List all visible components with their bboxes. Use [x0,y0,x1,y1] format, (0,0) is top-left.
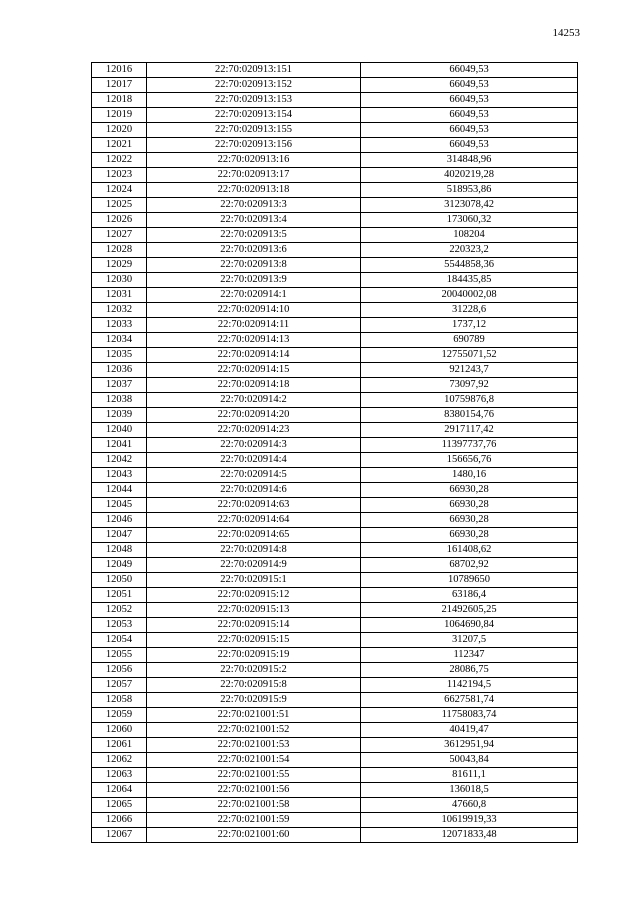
cadastral-value-cell: 31207,5 [361,633,578,648]
cadastral-number-cell: 22:70:020913:9 [147,273,361,288]
table-row [92,798,578,813]
cadastral-number-cell: 22:70:020914:13 [147,333,361,348]
table-row [92,468,578,483]
cadastral-number-cell: 22:70:020914:15 [147,363,361,378]
cadastral-value-cell: 8380154,76 [361,408,578,423]
cadastral-value-cell: 6627581,74 [361,693,578,708]
table-row [92,573,578,588]
cadastral-number-cell: 22:70:020914:4 [147,453,361,468]
cadastral-number-cell: 22:70:020913:155 [147,123,361,138]
cadastral-value-cell: 66049,53 [361,63,578,78]
cadastral-value-cell: 11758083,74 [361,708,578,723]
cadastral-number-cell: 22:70:021001:58 [147,798,361,813]
cadastral-number-cell: 22:70:020914:10 [147,303,361,318]
cadastral-number-cell: 22:70:020913:17 [147,168,361,183]
cadastral-number-cell: 22:70:020913:151 [147,63,361,78]
cadastral-value-cell: 68702,92 [361,558,578,573]
cadastral-value-table [91,62,578,843]
cadastral-value-cell: 10619919,33 [361,813,578,828]
table-row [92,63,578,78]
row-number-cell: 12024 [92,183,147,198]
cadastral-number-cell: 22:70:020913:3 [147,198,361,213]
cadastral-number-cell: 22:70:021001:55 [147,768,361,783]
cadastral-value-cell: 690789 [361,333,578,348]
table-row [92,153,578,168]
row-number-cell: 12046 [92,513,147,528]
cadastral-number-cell: 22:70:020914:8 [147,543,361,558]
row-number-cell: 12016 [92,63,147,78]
cadastral-number-cell: 22:70:020914:14 [147,348,361,363]
cadastral-value-cell: 81611,1 [361,768,578,783]
cadastral-number-cell: 22:70:021001:53 [147,738,361,753]
row-number-cell: 12044 [92,483,147,498]
row-number-cell: 12025 [92,198,147,213]
table-row [92,168,578,183]
table-row [92,303,578,318]
row-number-cell: 12058 [92,693,147,708]
table-row [92,528,578,543]
row-number-cell: 12043 [92,468,147,483]
row-number-cell: 12036 [92,363,147,378]
row-number-cell: 12042 [92,453,147,468]
cadastral-number-cell: 22:70:020913:16 [147,153,361,168]
cadastral-value-cell: 1064690,84 [361,618,578,633]
cadastral-value-cell: 10789650 [361,573,578,588]
cadastral-value-cell: 136018,5 [361,783,578,798]
table-row [92,228,578,243]
row-number-cell: 12052 [92,603,147,618]
table-row [92,663,578,678]
cadastral-number-cell: 22:70:020914:3 [147,438,361,453]
table-row [92,723,578,738]
cadastral-number-cell: 22:70:020914:6 [147,483,361,498]
table-row [92,243,578,258]
row-number-cell: 12030 [92,273,147,288]
row-number-cell: 12038 [92,393,147,408]
row-number-cell: 12033 [92,318,147,333]
cadastral-value-cell: 66930,28 [361,483,578,498]
row-number-cell: 12047 [92,528,147,543]
cadastral-number-cell: 22:70:020914:63 [147,498,361,513]
cadastral-value-cell: 10759876,8 [361,393,578,408]
cadastral-value-cell: 5544858,36 [361,258,578,273]
row-number-cell: 12064 [92,783,147,798]
cadastral-value-cell: 11397737,76 [361,438,578,453]
cadastral-value-cell: 20040002,08 [361,288,578,303]
table-row [92,213,578,228]
cadastral-number-cell: 22:70:021001:52 [147,723,361,738]
table-row [92,453,578,468]
cadastral-value-cell: 66049,53 [361,138,578,153]
cadastral-value-cell: 63186,4 [361,588,578,603]
table-row [92,78,578,93]
row-number-cell: 12059 [92,708,147,723]
table-row [92,123,578,138]
cadastral-value-cell: 47660,8 [361,798,578,813]
table-row [92,558,578,573]
row-number-cell: 12054 [92,633,147,648]
row-number-cell: 12067 [92,828,147,843]
cadastral-number-cell: 22:70:020913:5 [147,228,361,243]
cadastral-number-cell: 22:70:021001:59 [147,813,361,828]
cadastral-value-cell: 4020219,28 [361,168,578,183]
table-row [92,198,578,213]
cadastral-number-cell: 22:70:020915:14 [147,618,361,633]
cadastral-number-cell: 22:70:020915:19 [147,648,361,663]
row-number-cell: 12026 [92,213,147,228]
cadastral-value-cell: 21492605,25 [361,603,578,618]
row-number-cell: 12019 [92,108,147,123]
cadastral-value-cell: 31228,6 [361,303,578,318]
cadastral-value-cell: 12071833,48 [361,828,578,843]
cadastral-number-cell: 22:70:021001:56 [147,783,361,798]
cadastral-number-cell: 22:70:020914:1 [147,288,361,303]
row-number-cell: 12021 [92,138,147,153]
cadastral-number-cell: 22:70:021001:54 [147,753,361,768]
table-row [92,783,578,798]
cadastral-number-cell: 22:70:020913:4 [147,213,361,228]
cadastral-value-cell: 2917117,42 [361,423,578,438]
table-row [92,378,578,393]
table-row [92,483,578,498]
cadastral-number-cell: 22:70:020914:65 [147,528,361,543]
row-number-cell: 12048 [92,543,147,558]
table-row [92,393,578,408]
cadastral-number-cell: 22:70:020914:64 [147,513,361,528]
row-number-cell: 12061 [92,738,147,753]
cadastral-number-cell: 22:70:021001:51 [147,708,361,723]
cadastral-value-cell: 314848,96 [361,153,578,168]
row-number-cell: 12063 [92,768,147,783]
row-number-cell: 12056 [92,663,147,678]
cadastral-value-cell: 66930,28 [361,528,578,543]
row-number-cell: 12020 [92,123,147,138]
table-row [92,603,578,618]
table-row [92,348,578,363]
cadastral-value-cell: 66049,53 [361,108,578,123]
row-number-cell: 12062 [92,753,147,768]
row-number-cell: 12041 [92,438,147,453]
table-row [92,333,578,348]
table-row [92,108,578,123]
row-number-cell: 12045 [92,498,147,513]
cadastral-value-cell: 156656,76 [361,453,578,468]
table-row [92,588,578,603]
cadastral-number-cell: 22:70:020915:9 [147,693,361,708]
cadastral-value-cell: 1737,12 [361,318,578,333]
table-body [92,63,578,843]
table-row [92,618,578,633]
cadastral-value-cell: 112347 [361,648,578,663]
cadastral-value-cell: 1480,16 [361,468,578,483]
row-number-cell: 12066 [92,813,147,828]
row-number-cell: 12060 [92,723,147,738]
cadastral-number-cell: 22:70:020915:12 [147,588,361,603]
table-row [92,738,578,753]
cadastral-number-cell: 22:70:020913:153 [147,93,361,108]
cadastral-value-cell: 161408,62 [361,543,578,558]
cadastral-value-cell: 220323,2 [361,243,578,258]
table-row [92,408,578,423]
cadastral-number-cell: 22:70:020914:5 [147,468,361,483]
row-number-cell: 12018 [92,93,147,108]
cadastral-value-cell: 3123078,42 [361,198,578,213]
table-row [92,273,578,288]
cadastral-number-cell: 22:70:020915:1 [147,573,361,588]
table-row [92,753,578,768]
table-row [92,93,578,108]
cadastral-number-cell: 22:70:020914:23 [147,423,361,438]
cadastral-value-cell: 73097,92 [361,378,578,393]
cadastral-number-cell: 22:70:020913:8 [147,258,361,273]
row-number-cell: 12049 [92,558,147,573]
row-number-cell: 12031 [92,288,147,303]
row-number-cell: 12017 [92,78,147,93]
row-number-cell: 12040 [92,423,147,438]
table-row [92,828,578,843]
cadastral-number-cell: 22:70:020914:11 [147,318,361,333]
cadastral-value-cell: 518953,86 [361,183,578,198]
row-number-cell: 12027 [92,228,147,243]
row-number-cell: 12057 [92,678,147,693]
cadastral-value-cell: 1142194,5 [361,678,578,693]
table-row [92,513,578,528]
table-row [92,813,578,828]
cadastral-number-cell: 22:70:020913:6 [147,243,361,258]
table-row [92,183,578,198]
row-number-cell: 12051 [92,588,147,603]
cadastral-number-cell: 22:70:020914:20 [147,408,361,423]
row-number-cell: 12035 [92,348,147,363]
row-number-cell: 12055 [92,648,147,663]
cadastral-number-cell: 22:70:020913:152 [147,78,361,93]
table-row [92,318,578,333]
cadastral-value-cell: 184435,85 [361,273,578,288]
table-row [92,423,578,438]
cadastral-number-cell: 22:70:020915:8 [147,678,361,693]
cadastral-value-cell: 12755071,52 [361,348,578,363]
cadastral-value-cell: 66049,53 [361,123,578,138]
row-number-cell: 12065 [92,798,147,813]
table-row [92,768,578,783]
table-row [92,543,578,558]
cadastral-number-cell: 22:70:020914:9 [147,558,361,573]
cadastral-number-cell: 22:70:020913:156 [147,138,361,153]
row-number-cell: 12023 [92,168,147,183]
row-number-cell: 12028 [92,243,147,258]
table-row [92,438,578,453]
cadastral-value-cell: 3612951,94 [361,738,578,753]
cadastral-number-cell: 22:70:020915:15 [147,633,361,648]
cadastral-value-cell: 66049,53 [361,93,578,108]
cadastral-number-cell: 22:70:020914:2 [147,393,361,408]
table-row [92,648,578,663]
table-row [92,288,578,303]
cadastral-value-cell: 66930,28 [361,513,578,528]
row-number-cell: 12037 [92,378,147,393]
row-number-cell: 12053 [92,618,147,633]
row-number-cell: 12050 [92,573,147,588]
page-number: 14253 [552,27,580,39]
cadastral-value-cell: 66049,53 [361,78,578,93]
cadastral-number-cell: 22:70:020914:18 [147,378,361,393]
cadastral-value-cell: 108204 [361,228,578,243]
row-number-cell: 12029 [92,258,147,273]
cadastral-value-cell: 66930,28 [361,498,578,513]
row-number-cell: 12034 [92,333,147,348]
cadastral-number-cell: 22:70:021001:60 [147,828,361,843]
table-row [92,693,578,708]
table-row [92,363,578,378]
row-number-cell: 12039 [92,408,147,423]
cadastral-value-cell: 921243,7 [361,363,578,378]
cadastral-number-cell: 22:70:020913:18 [147,183,361,198]
table-row [92,678,578,693]
table-row [92,258,578,273]
row-number-cell: 12032 [92,303,147,318]
cadastral-value-cell: 50043,84 [361,753,578,768]
table-row [92,633,578,648]
table-row [92,498,578,513]
table-row [92,708,578,723]
cadastral-value-cell: 40419,47 [361,723,578,738]
cadastral-number-cell: 22:70:020915:13 [147,603,361,618]
cadastral-value-cell: 28086,75 [361,663,578,678]
table-row [92,138,578,153]
row-number-cell: 12022 [92,153,147,168]
cadastral-number-cell: 22:70:020915:2 [147,663,361,678]
cadastral-number-cell: 22:70:020913:154 [147,108,361,123]
cadastral-value-cell: 173060,32 [361,213,578,228]
